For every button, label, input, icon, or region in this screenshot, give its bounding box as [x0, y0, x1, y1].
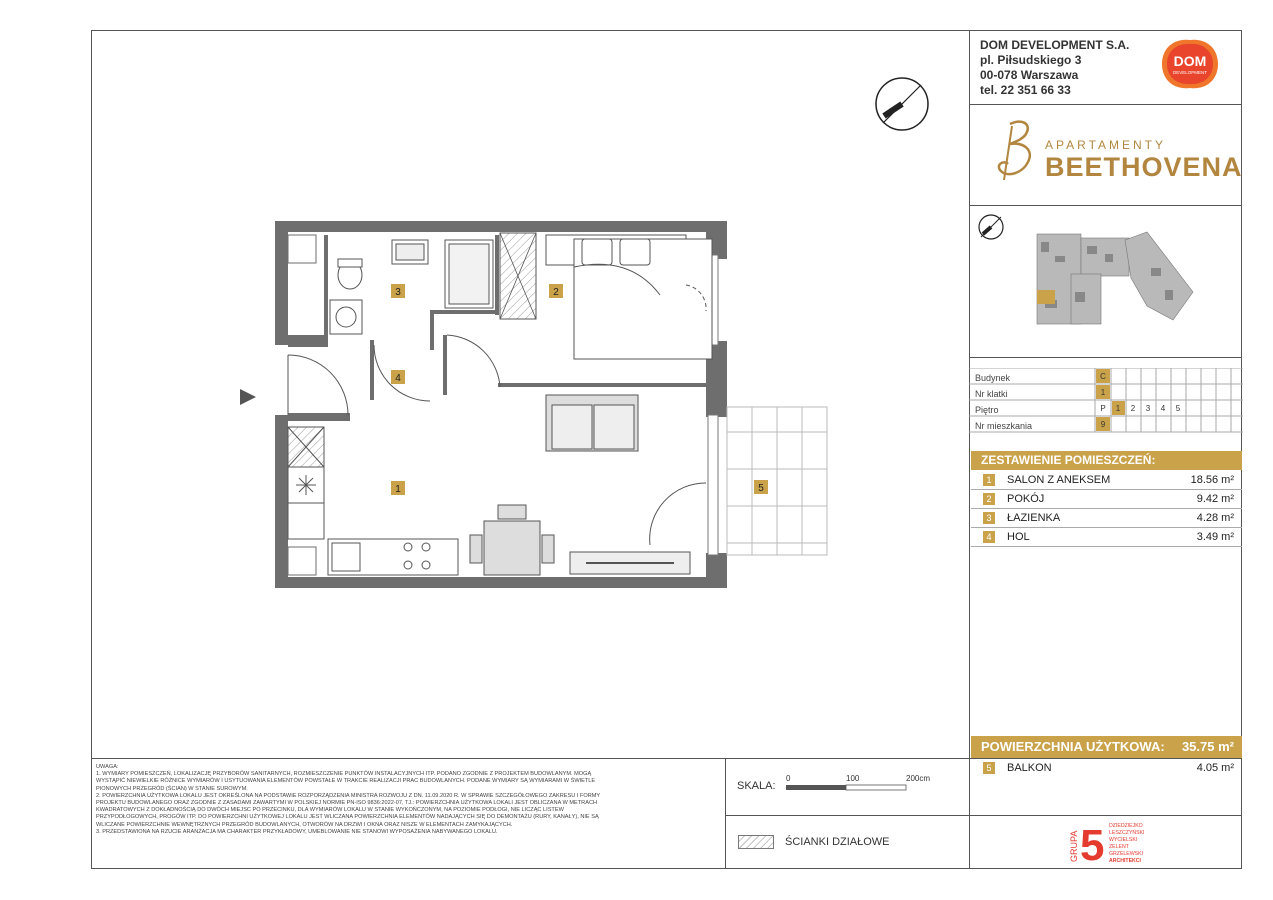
dom-development-logo — [1160, 38, 1220, 90]
room-name: HOL — [1007, 531, 1030, 543]
scale-label: SKALA: — [737, 780, 776, 792]
project-brand — [990, 118, 1243, 188]
floor-option: 4 — [1160, 404, 1166, 413]
notes-line: PIONOWYCH PRZEGRÓD (ŚCIAN) W STANIE SUROWYM. — [96, 785, 248, 792]
floor-option: 5 — [1175, 404, 1181, 413]
floor-option: 1 — [1115, 404, 1121, 413]
info-apartment-value: 9 — [1100, 420, 1106, 429]
info-building-value: C — [1100, 372, 1106, 381]
architect-role: ARCHITEKCI — [1109, 858, 1141, 864]
company-name: DOM DEVELOPMENT S.A. — [980, 38, 1130, 52]
plan-label-1: 1 — [395, 484, 401, 495]
total-area-label: POWIERZCHNIA UŻYTKOWA: — [981, 739, 1165, 754]
scale-bar — [782, 772, 942, 796]
divider — [969, 104, 1242, 105]
balcony-row — [971, 759, 1242, 778]
info-staircase-value: 1 — [1100, 388, 1106, 397]
total-area-value: 35.75 m² — [1181, 739, 1234, 754]
room-area: 4.28 m² — [1196, 512, 1234, 524]
architect-group-word: GRUPA — [1069, 830, 1079, 862]
architect-name: ZELENT — [1109, 844, 1129, 850]
floor-plan — [230, 215, 830, 595]
architect-name: LESZCZYŃSKI — [1109, 830, 1145, 836]
key-plan — [975, 212, 1237, 352]
balcony — [727, 407, 827, 555]
divider — [969, 815, 1242, 816]
bed — [546, 235, 712, 359]
floor-option: 2 — [1130, 404, 1136, 413]
plan-label-5: 5 — [758, 483, 764, 494]
scale-tick-100: 100 — [846, 774, 860, 783]
room-number: 1 — [983, 474, 995, 486]
company-address — [980, 38, 1129, 98]
notes-line: 1. WYMIARY POMIESZCZEŃ, LOKALIZACJĘ PRZYBORÓW SANITARNYCH, ROZMIESZCZENIE PUNKTÓW INSTALACYJNYCH ITP. PODANO ZGODNIE Z PROJEKTEM BUDOWLANYM. MOGĄ — [96, 771, 592, 778]
notes — [96, 764, 716, 836]
beethovena-monogram-icon — [992, 118, 1038, 186]
sofa — [546, 395, 638, 451]
company-phone: tel. 22 351 66 33 — [980, 83, 1071, 97]
architect-name: DZIEDZIEJKO — [1109, 823, 1143, 829]
balcony-area: 4.05 m² — [1196, 762, 1234, 774]
notes-line: WYSTĄPIĆ NIEWIELKIE RÓŻNICE WYMIARÓW I USYTUOWANIA ELEMENTÓW POWSTAŁE W TRAKCIE REALIZACJI PRAC BUDOWLANYCH. PODANE WYMIARY SĄ WYMIARAMI W ŚWIETLE — [96, 778, 596, 785]
notes-title: UWAGA: — [96, 764, 119, 770]
company-street: pl. Piłsudskiego 3 — [980, 53, 1082, 67]
scale-tick-0: 0 — [786, 774, 791, 783]
architect-group-number: 5 — [1080, 821, 1105, 866]
room-row — [971, 471, 1242, 490]
room-number: 4 — [983, 531, 995, 543]
room-row — [971, 509, 1242, 528]
rooms-heading: ZESTAWIENIE POMIESZCZEŃ: — [971, 451, 1242, 470]
notes-line: 2. POWIERZCHNIA UŻYTKOWA LOKALU JEST OKREŚLONA NA PODSTAWIE ROZPORZĄDZENIA MINISTRA ROZWOJU Z DN. 11.09.2020 R. W SPRAWIE SZCZEGÓŁOWEGO ZAKRESU I FORMY — [96, 792, 601, 799]
project-title: BEETHOVENA — [1045, 152, 1243, 182]
north-arrow-icon — [872, 76, 932, 134]
room-area: 3.49 m² — [1196, 531, 1234, 543]
architect-logo — [1065, 818, 1155, 866]
info-label-building: Budynek — [975, 373, 1011, 383]
info-label-apartment: Nr mieszkania — [975, 421, 1033, 431]
divider — [969, 357, 1242, 358]
room-name: POKÓJ — [1007, 493, 1045, 505]
north-arrow-small-icon — [979, 215, 1003, 239]
dom-logo-subtext: DEVELOPMENT — [1172, 70, 1208, 75]
scale-tick-200: 200cm — [906, 774, 931, 783]
divider — [725, 815, 969, 816]
info-label-floor: Piętro — [975, 405, 999, 415]
floor-option: P — [1100, 404, 1106, 413]
architect-name: GRZELEWSKI — [1109, 851, 1144, 857]
room-name: ŁAZIENKA — [1007, 512, 1061, 524]
room-row — [971, 528, 1242, 547]
company-city: 00-078 Warszawa — [980, 68, 1079, 82]
plan-label-3: 3 — [395, 287, 401, 298]
dining-table — [470, 505, 554, 575]
plan-label-2: 2 — [553, 287, 559, 298]
room-area: 18.56 m² — [1190, 474, 1234, 486]
room-area: 9.42 m² — [1196, 493, 1234, 505]
divider — [725, 758, 726, 869]
dom-logo-text: DOM — [1173, 53, 1207, 69]
project-subtitle: APARTAMENTY — [1045, 138, 1167, 152]
notes-line: KWADRATOWYCH Z DOKŁADNOŚCIĄ DO DWÓCH MIEJSC PO PRZECINKU, DLA WYMIARÓW LOKALU W STANIE WYKOŃCZONYM, NA POZIOMIE PODŁOGI, NIE LICZĄC LISTEW — [96, 807, 564, 814]
balcony-name: BALKON — [1007, 762, 1052, 774]
notes-line: WLICZANE POWIERZCHNIE WEWNĘTRZNYCH PRZEGRÓD BUDOWLANYCH, OTWORÓW NA DRZWI I OKNA ORAZ NISZE W ELEMENTACH ZAMYKAJĄCYCH. — [96, 821, 513, 828]
notes-line: PRZYPODŁOGOWYCH, PROGÓW ITP. DO POWIERZCHNI UŻYTKOWEJ LOKALU JEST WLICZANA POWIERZCHNIA ELEMENTÓW NADAJĄCYCH SIĘ DO DEMONTAŻU (RURY, KANAŁY), NIE SĄ — [96, 814, 599, 821]
entrance-arrow-icon — [240, 389, 256, 405]
room-name: SALON Z ANEKSEM — [1007, 474, 1111, 486]
plan-label-4: 4 — [395, 373, 401, 384]
room-row — [971, 490, 1242, 509]
notes-line: 3. PRZEDSTAWIONA NA RZUCIE ARANŻACJA MA CHARAKTER PRZYKŁADOWY, UMEBLOWANIE NIE STANOWI WYPOSAŻENIA NABYWANEGO LOKALU. — [96, 828, 498, 835]
partition-hatch-icon — [738, 835, 774, 849]
balcony-number: 5 — [983, 762, 995, 774]
legend-partition-label: ŚCIANKI DZIAŁOWE — [785, 836, 890, 848]
total-area-bar — [971, 736, 1242, 758]
info-label-staircase: Nr klatki — [975, 389, 1008, 399]
architect-name: WYCIELSKI — [1109, 837, 1138, 843]
notes-line: PROJEKTU BUDOWLANEGO ORAZ ZGODNIE Z ZASADAMI ZAWARTYMI W POLSKIEJ NORMIE PN-ISO 9836:2022-07, TJ.: POWIERZCHNIA UŻYTKOWA LOKALI JEST OBLICZANA W METRACH — [96, 800, 598, 807]
room-number: 3 — [983, 512, 995, 524]
divider — [969, 30, 970, 869]
room-number: 2 — [983, 493, 995, 505]
divider — [969, 205, 1242, 206]
info-grid — [969, 368, 1243, 436]
floor-option: 3 — [1145, 404, 1151, 413]
